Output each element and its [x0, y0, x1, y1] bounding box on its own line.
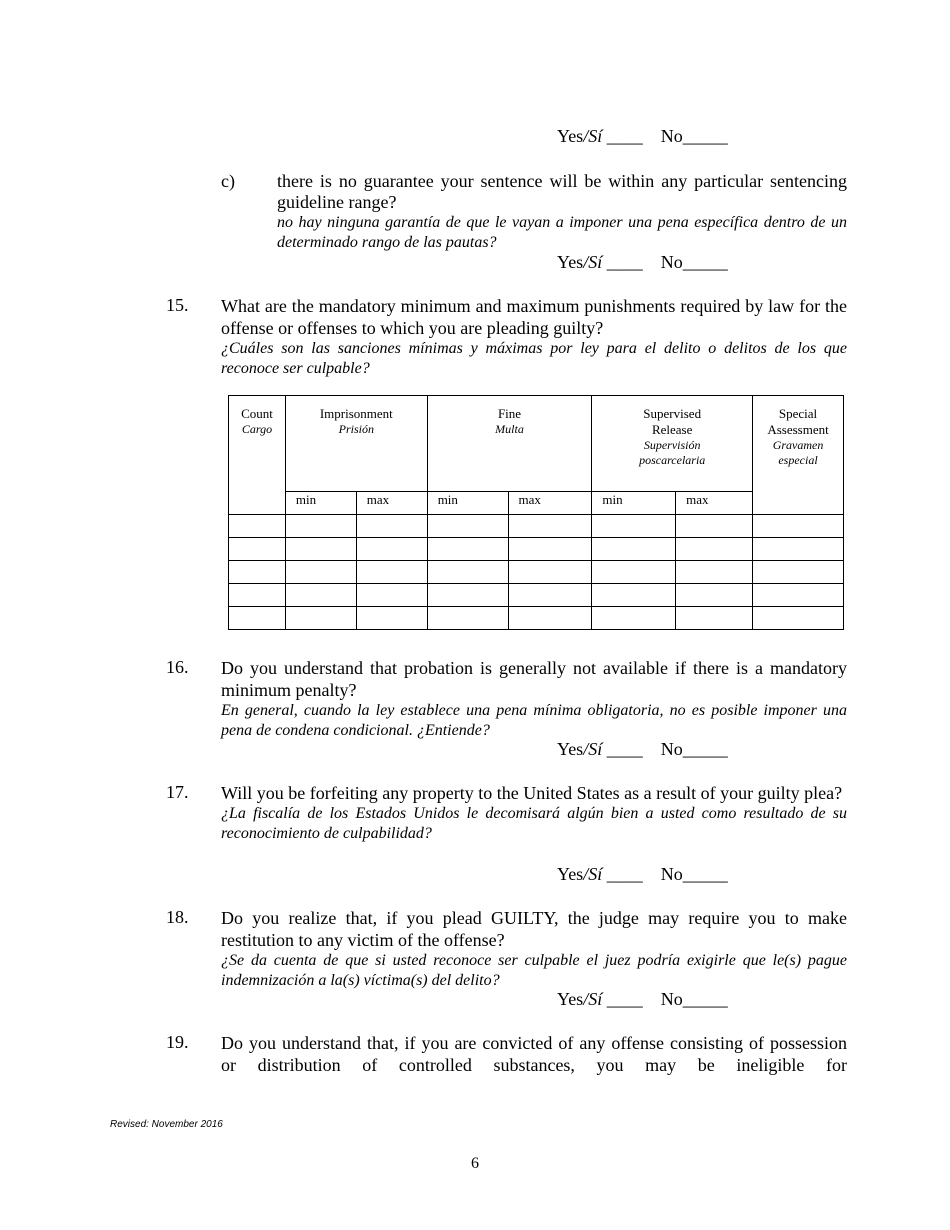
yes-blank[interactable]: ____	[602, 252, 643, 272]
si-label: /Sí	[583, 989, 603, 1009]
table-row	[229, 538, 844, 561]
header-count: Count Cargo	[229, 396, 286, 492]
question-18-es: ¿Se da cuenta de que si usted reconoce ser culpable el juez podría exigirle que le(s) pague indemnización a la(s) víctima(s) del delito?	[221, 952, 847, 989]
yes-label: Yes	[557, 739, 584, 759]
no-label: No	[660, 739, 683, 759]
question-number: 19.	[166, 1032, 189, 1052]
penalties-table	[228, 395, 844, 630]
header-supervised-release: Supervised Release Supervisión poscarcelaria	[592, 396, 753, 492]
imprisonment-max-header: max	[356, 492, 427, 515]
no-blank[interactable]: _____	[682, 739, 728, 759]
no-label: No	[660, 252, 683, 272]
question-18	[221, 907, 847, 991]
yes-no-line	[557, 864, 728, 885]
imprisonment-min-header: min	[285, 492, 356, 515]
question-17-es: ¿La fiscalía de los Estados Unidos le decomisará algún bien a usted como resultado de su reconocimiento de culpabilidad?	[221, 805, 847, 842]
yes-blank[interactable]: ____	[602, 864, 643, 884]
si-label: /Sí	[583, 864, 603, 884]
question-16-es: En general, cuando la ley establece una pena mínima obligatoria, no es posible imponer una pena de condena condicional. ¿Entiende?	[221, 702, 847, 739]
header-fine: Fine Multa	[427, 396, 592, 492]
question-18-en: Do you realize that, if you plead GUILTY, the judge may require you to make restitution to any victim of the offense?	[221, 908, 847, 950]
question-15-en: What are the mandatory minimum and maximum punishments required by law for the offense or offenses to which you are pleading guilty?	[221, 296, 847, 338]
question-14c	[277, 171, 847, 253]
no-blank[interactable]: _____	[682, 252, 728, 272]
yes-blank[interactable]: ____	[602, 126, 643, 146]
page-number: 6	[471, 1155, 479, 1172]
table-row	[229, 515, 844, 538]
yes-no-line	[557, 252, 728, 273]
question-17-en: Will you be forfeiting any property to the United States as a result of your guilty plea?	[221, 783, 843, 803]
table-row	[229, 584, 844, 607]
yes-blank[interactable]: ____	[602, 989, 643, 1009]
question-15-es: ¿Cuáles son las sanciones mínimas y máximas por ley para el delito o delitos de los que reconoce ser culpable?	[221, 340, 847, 377]
yes-no-line	[557, 989, 728, 1010]
yes-label: Yes	[557, 989, 584, 1009]
yes-no-line	[557, 126, 728, 147]
yes-blank[interactable]: ____	[602, 739, 643, 759]
item-letter-c: c)	[221, 171, 235, 191]
question-19-en: Do you understand that, if you are convicted of any offense consisting of possession or distribution of controlled substances, you may be ineligible for	[221, 1033, 847, 1075]
question-number: 17.	[166, 782, 189, 802]
question-15	[221, 295, 847, 379]
revision-note: Revised: November 2016	[110, 1119, 223, 1130]
question-16	[221, 657, 847, 741]
no-blank[interactable]: _____	[682, 126, 728, 146]
yes-label: Yes	[557, 864, 584, 884]
fine-min-header: min	[427, 492, 508, 515]
no-label: No	[660, 989, 683, 1009]
no-blank[interactable]: _____	[682, 989, 728, 1009]
table-row	[229, 607, 844, 630]
yes-label: Yes	[557, 126, 584, 146]
no-label: No	[660, 126, 683, 146]
question-14c-es: no hay ninguna garantía de que le vayan a imponer una pena específica dentro de un determinado rango de las pautas?	[277, 214, 847, 251]
question-17	[221, 782, 847, 844]
no-blank[interactable]: _____	[682, 864, 728, 884]
fine-max-header: max	[508, 492, 592, 515]
si-label: /Sí	[583, 126, 603, 146]
yes-label: Yes	[557, 252, 584, 272]
no-label: No	[660, 864, 683, 884]
question-16-en: Do you understand that probation is generally not available if there is a mandatory minimum penalty?	[221, 658, 847, 700]
supervised-max-header: max	[676, 492, 753, 515]
question-number: 16.	[166, 657, 189, 677]
supervised-min-header: min	[592, 492, 676, 515]
si-label: /Sí	[583, 739, 603, 759]
question-number: 15.	[166, 295, 189, 315]
question-number: 18.	[166, 907, 189, 927]
table-row	[229, 561, 844, 584]
header-imprisonment: Imprisonment Prisión	[285, 396, 427, 492]
header-special-assessment: Special Assessment Gravamen especial	[753, 396, 844, 492]
question-14c-en: there is no guarantee your sentence will be within any particular sentencing guideline range?	[277, 171, 847, 212]
si-label: /Sí	[583, 252, 603, 272]
yes-no-line	[557, 739, 728, 760]
question-19	[221, 1032, 847, 1076]
